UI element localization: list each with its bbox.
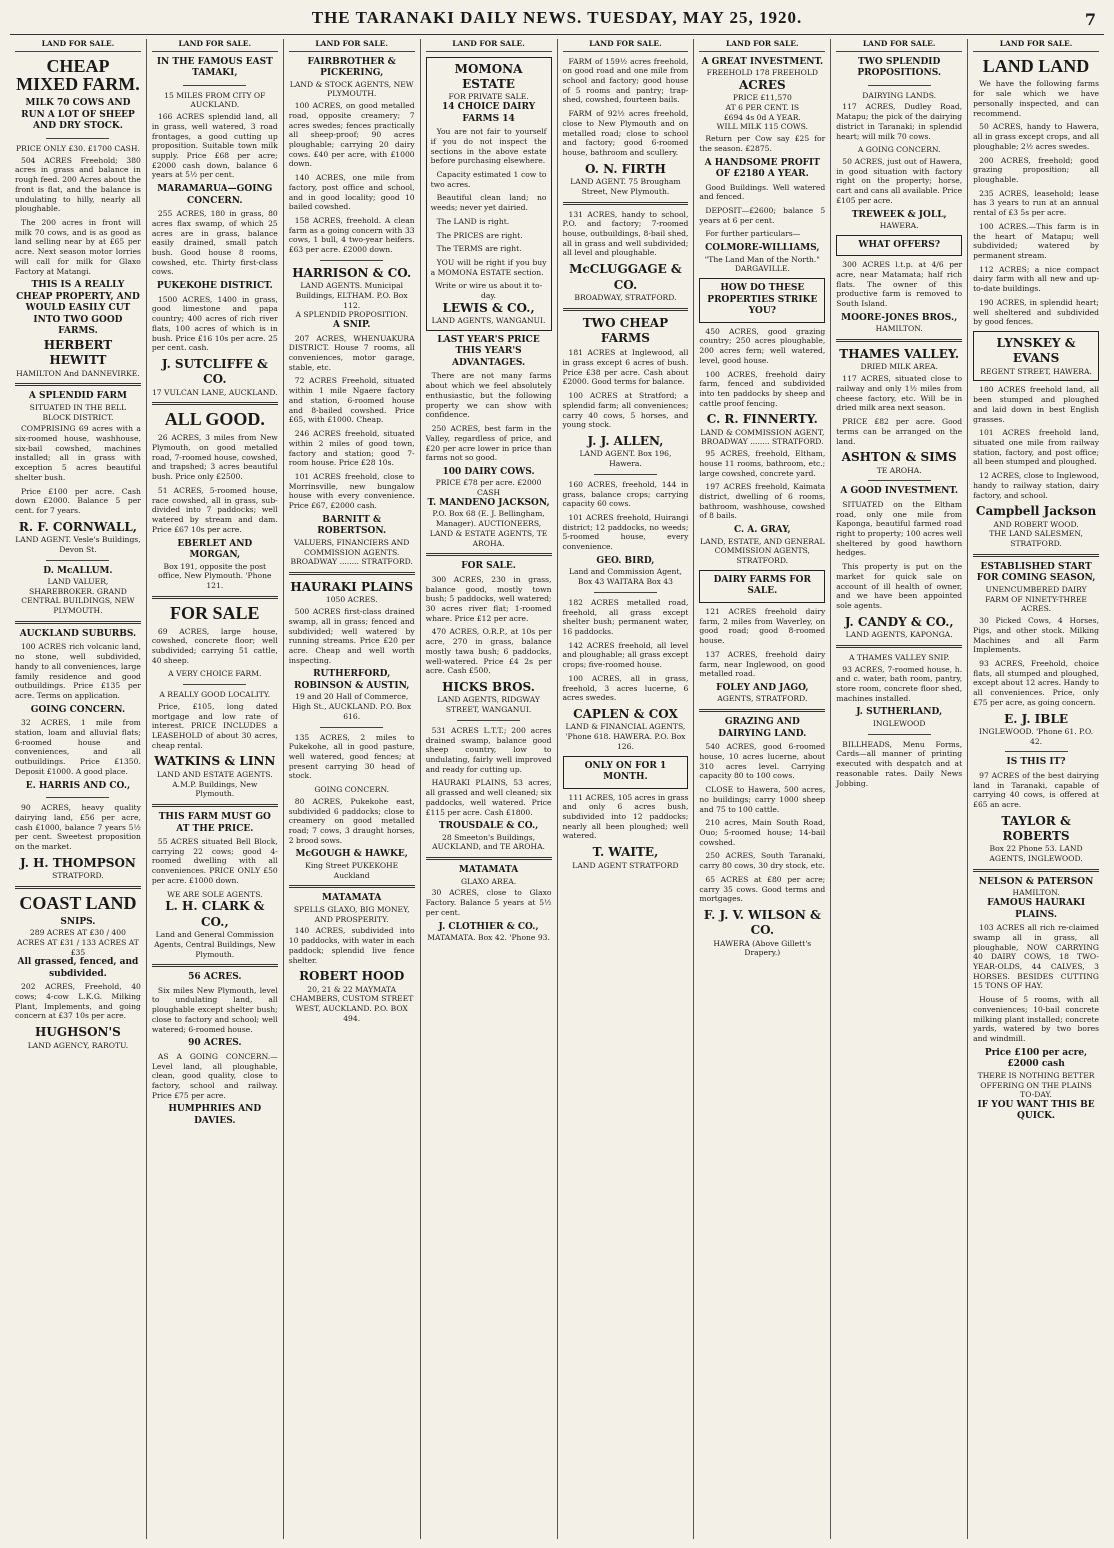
ad-text: Six miles New Plymouth, level to undulating land, all ploughable except shelter bush; close to factory and school; well watered; 6-roomed house.	[151, 985, 278, 1034]
ad-text: 207 ACRES, WHENUAKURA DISTRICT. House 7 rooms, all conveniences, motor garage, stable, etc.	[288, 333, 415, 372]
ad-subheading: FOR PRIVATE SALE.	[448, 92, 529, 102]
ad-text: PRICE £82 per acre. Good terms can be arranged on the land.	[836, 417, 963, 446]
agent-details: MATAMATA. Box 42. 'Phone 93.	[427, 933, 550, 943]
ad-text: 100 ACRES, freehold dairy farm, fenced and subdivided into ten paddocks by sheep and cattle proof fencing.	[699, 369, 826, 408]
agent-name: C. A. GRAY,	[734, 525, 791, 536]
column-3	[284, 39, 421, 1539]
ad-text: 181 ACRES at Inglewood, all in grass except 6 acres of bush. Price £38 per acre. Cash about £2000. Good terms for balance.	[562, 348, 689, 387]
agent-details: BROADWAY, STRATFORD.	[574, 292, 677, 302]
ad-text: 50 ACRES, just out of Hawera, in good situation with factory right on the property; horse, cart and cans all available. Price £105 per acre.	[836, 156, 963, 205]
agent-name: FOLEY AND JAGO,	[716, 682, 809, 693]
ad-heading: THAMES VALLEY.	[839, 347, 960, 362]
ad-text: 12 ACRES, close to Inglewood, handy to railway station, dairy factory, and school.	[973, 471, 1099, 500]
ad-text: 69 ACRES, large house, cowshed, concrete floor; well subdivided; carrying 51 cattle, 40 sheep.	[151, 626, 278, 665]
agent-name: HUMPHRIES AND DAVIES.	[168, 1104, 262, 1126]
ad-heading: A HANDSOME PROFIT OF £2180 A YEAR.	[704, 157, 820, 180]
ad-text: WILL MILK 115 COWS.	[716, 122, 808, 132]
ad-price: PRICE ONLY £30. £1700 CASH.	[16, 143, 140, 153]
agent-name: LEWIS & CO.,	[442, 300, 535, 315]
agent-name: E. HARRIS AND CO.,	[25, 780, 131, 791]
ad-heading: WHAT OFFERS?	[858, 239, 941, 250]
ad-text: 166 ACRES splendid land, all in grass, well watered, 3 road frontages, a good cutting up proposition. Suitable town milk supply. Price £68 per acre; £2000 cash down, balance 6 years at 5½ per cent.	[151, 112, 278, 180]
ad-text: 121 ACRES freehold dairy farm, 2 miles from Waverley, on good road; good 8-roomed house.	[699, 606, 826, 646]
ad-text: 50 ACRES, handy to Hawera, all in grass except crops, and all ploughable; 2½ acres swedes.	[973, 122, 1099, 151]
ad-text: 180 ACRES freehold land, all been stumped and ploughed and laid down in best English grasses.	[973, 385, 1099, 424]
ad-text: The TERMS are right.	[436, 244, 522, 254]
agent-name: F. J. V. WILSON & CO.	[703, 907, 821, 938]
ad-heading: LAST YEAR'S PRICE THIS YEAR'S ADVANTAGES.	[437, 334, 540, 368]
ad-text: 504 ACRES Freehold; 380 acres in grass and balance in rough feed. 200 Acres about the front is flat, and the balance is undulating to hilly, nearly all ploughable.	[15, 155, 141, 214]
ad-heading: A GREAT INVESTMENT.	[701, 56, 824, 67]
ad-heading: FAMOUS HAURAKI PLAINS.	[987, 898, 1086, 920]
ad-heading: TWO CHEAP FARMS	[582, 315, 669, 345]
ad-text: 140 ACRES, one mile from factory, post office and school, and in good locality; good 10 bailed cowshed.	[288, 173, 415, 212]
agent-details: REGENT STREET, HAWERA.	[980, 366, 1092, 376]
ad-text: 300 ACRES l.t.p. at 4/6 per acre, near Matamata; half rich flats. The owner of this productive farm is removed to South Island.	[836, 260, 963, 309]
agent-name: COLMORE-WILLIAMS,	[705, 243, 820, 254]
ad-text: 100 ACRES.—This farm is in the heart of Matapu; well subdivided; watered by permanent stream.	[973, 221, 1099, 260]
column-heading: LAND FOR SALE.	[836, 39, 962, 52]
agent-name: HERBERT HEWITT	[43, 337, 113, 368]
ad-heading: WE ARE SOLE AGENTS.	[167, 889, 263, 899]
ad-text: 112 ACRES; a nice compact dairy farm with all new and up-to-date buildings.	[973, 264, 1099, 294]
ad-heading: ALL GOOD.	[164, 409, 265, 430]
column-1	[10, 39, 147, 1539]
agent-name: LYNSKEY & EVANS	[996, 336, 1076, 366]
agent-name: HARRISON & CO.	[292, 265, 412, 280]
agent-details: TE AROHA.	[876, 465, 922, 475]
column-8	[968, 39, 1104, 1539]
agent-details: LAND AGENTS, WANGANUI.	[431, 316, 546, 326]
ad-text: House of 5 rooms, with all conveniences; 10-bail concrete milking plant installed; concrete yards, watered by two bores and windmill.	[973, 995, 1099, 1044]
agent-details: LAND & STOCK AGENTS, NEW PLYMOUTH.	[289, 79, 414, 99]
ad-heading: IN THE FAMOUS EAST TAMAKI,	[156, 56, 273, 79]
ad-subheading: SPELLS GLAXO, BIG MONEY, AND PROSPERITY.	[293, 904, 410, 924]
agent-name: Campbell Jackson	[975, 504, 1097, 519]
ad-text: The PRICES are right.	[436, 230, 523, 240]
agent-details: LAND AGENTS, KAPONGA.	[845, 630, 953, 640]
masthead	[10, 8, 1104, 35]
ad-text: 93 ACRES, Freehold, choice flats, all stumped and ploughed, except about 12 acres. Handy to all conveniences. Price, only £75 per acre, as going concern.	[973, 658, 1099, 707]
ad-text: 93 ACRES, 7-roomed house, h. and c. water, bath room, pantry, store room, concrete floor shed, machines installed.	[836, 664, 963, 703]
agent-name: TREWEEK & JOLL,	[851, 209, 947, 220]
column-heading: LAND FOR SALE.	[563, 39, 689, 52]
agent-details: 19 and 20 Hall of Commerce, High St., AUCKLAND. P.O. Box 616.	[292, 692, 412, 721]
agent-details: LAND & COMMISSION AGENT, BROADWAY ........ STRATFORD.	[700, 427, 825, 447]
agent-name: ASHTON & SIMS	[841, 450, 957, 465]
ad-text: 250 ACRES, South Taranaki, carry 80 cows, 30 dry stock, etc.	[699, 851, 826, 871]
ad-heading: HAURAKI PLAINS	[290, 580, 413, 594]
ad-text: 200 ACRES, freehold; good grazing proposition; all ploughable.	[973, 155, 1099, 184]
ad-text: 235 ACRES, leasehold; lease has 3 years to run at an annual rental of £3 5s per acre.	[973, 188, 1099, 218]
column-5	[558, 39, 695, 1539]
ad-text: 135 ACRES, 2 miles to Pukekohe, all in good pasture, well watered, good fences; at present carrying 30 head of stock.	[288, 732, 415, 781]
ad-text: Price £100 per acre. Cash down £2000. Balance 5 per cent. for 7 years.	[15, 486, 141, 515]
ad-text: 100 ACRES at Stratford; a splendid farm; all conveniences; carry 40 cows, 5 horses, and young stock.	[562, 391, 689, 430]
ad-heading: COAST LAND	[19, 892, 137, 913]
column-heading: LAND FOR SALE.	[699, 39, 825, 52]
ad-heading: CHEAP MIXED FARM.	[16, 55, 140, 95]
ad-text: The 200 acres in front will milk 70 cows, and is as good as land selling near by at £65 per acre. Next season motor lorries will call for milk for Glaxo Factory at Matangi.	[15, 217, 141, 276]
agent-details: Box 22 Phone 53. LAND AGENTS, INGLEWOOD.	[989, 844, 1083, 864]
ad-text: 95 ACRES, freehold, Eltham, house 11 rooms, bathroom, etc.; large cowshed, concrete yard.	[699, 449, 826, 478]
ad-text: FARM of 92½ acres freehold, close to New Plymouth and on metalled road; close to school and factory; good 6-roomed house, bathroom and scullery.	[562, 109, 689, 158]
ad-text: COMPRISING 69 acres with a six-roomed house, washhouse, six-bail cowshed, machines installed; all in grass with exception 5 acres beautiful shelter bush.	[15, 424, 141, 482]
ad-text: 111 ACRES, 105 acres in grass and only 6 acres bush, subdivided into 12 paddocks; nearly all been ploughed; well watered.	[562, 792, 689, 841]
agent-name: HICKS BROS.	[442, 679, 535, 694]
ad-heading: A THAMES VALLEY SNIP.	[849, 652, 950, 662]
agent-details: HAMILTON And DANNEVIRKE.	[16, 368, 140, 378]
ad-heading: A GOING CONCERN.	[857, 145, 941, 155]
ad-text: THIS IS A REALLY CHEAP PROPERTY, AND WOULD EASILY CUT INTO TWO GOOD FARMS.	[16, 280, 140, 337]
ad-text: YOU will be right if you buy a MOMONA ESTATE section.	[430, 257, 547, 277]
agent-details: Land and General Commission Agents, Central Buildings, New Plymouth.	[154, 930, 276, 959]
agent-details: HAWERA (Above Gillett's Drapery.)	[713, 938, 812, 958]
ad-heading: GRAZING AND DAIRYING LAND.	[718, 717, 807, 739]
column-heading: LAND FOR SALE.	[15, 39, 141, 52]
agent-name: O. N. FIRTH	[585, 161, 666, 176]
column-heading: LAND FOR SALE.	[973, 39, 1099, 52]
ad-subheading: SNIPS.	[60, 916, 96, 927]
ad-text: 540 ACRES, good 6-roomed house, 10 acres lucerne, about 310 acres level. Carrying capacity 80 to 100 cows.	[699, 742, 826, 781]
ad-heading: DAIRY FARMS FOR SALE.	[713, 574, 811, 597]
ad-heading: MOMONA ESTATE	[454, 61, 523, 91]
agent-name: T. WAITE,	[592, 845, 659, 860]
ad-heading: ACRES	[738, 77, 786, 92]
ad-subheading: UNENCUMBERED DAIRY FARM OF NINETY-THREE ACRES.	[985, 584, 1087, 614]
ad-heading: A GOOD INVESTMENT.	[840, 486, 958, 497]
ad-text: 197 ACRES freehold, Kaimata district, dwelling of 6 rooms, bathroom, washhouse, cowshed of 8 bails.	[699, 482, 826, 521]
agent-name: R. F. CORNWALL,	[18, 519, 137, 534]
ad-text: 160 ACRES, freehold, 144 in grass, balance crops; carrying capacity 60 cows.	[562, 479, 689, 509]
ad-heading: PUKEKOHE DISTRICT.	[156, 281, 273, 292]
ad-text: FARM of 159½ acres freehold, on good road and one mile from school and factory; good house of 5 rooms and pantry; trap-shed, cowshed, fourteen bails.	[562, 56, 689, 105]
ad-text: 140 ACRES, subdivided into 10 paddocks, with water in each paddock; splendid live fence shelter.	[288, 926, 415, 965]
agent-details: LAND AGENCY, RAROTU.	[27, 1040, 129, 1050]
ad-text: 100 ACRES rich volcanic land, no stone, well subdivided, handy to all conveniences, large family residence and good outbuildings. Price £135 per acre. Terms on application.	[15, 642, 141, 700]
agent-name: CAPLEN & COX	[573, 707, 678, 722]
agent-name: McGOUGH & HAWKE,	[295, 849, 408, 860]
ad-heading: A REALLY GOOD LOCALITY.	[159, 690, 271, 700]
ad-text: 500 ACRES first-class drained swamp, all in grass; fenced and subdivided; well watered by running streams. Price £20 per acre. Cheap and well worth inspecting.	[288, 607, 415, 665]
ad-text: AS A GOING CONCERN.—Level land, all ploughable, clean, good quality, close to factory, school and railway. Price £75 per acre.	[151, 1051, 278, 1100]
agent-details: 20, 21 & 22 MAYMATA CHAMBERS, CUSTOM STREET WEST, AUCKLAND. P.O. BOX 494.	[290, 984, 414, 1023]
ad-text: 210 acres, Main South Road, Ouo; 5-roomed house; 14-bail cowshed.	[699, 818, 826, 847]
agent-name: FAIRBROTHER & PICKERING,	[307, 56, 396, 79]
agent-name: WATKINS & LINN	[154, 754, 276, 769]
agent-details: HAWERA.	[879, 221, 919, 231]
agent-details: HAMILTON.	[875, 324, 923, 334]
page-number: 7	[1084, 10, 1096, 29]
ad-text: Return per Cow say £25 for the season. £2875.	[699, 134, 826, 153]
agent-details: LAND VALUER, SHAREBROKER. GRAND CENTRAL BUILDINGS, NEW PLYMOUTH.	[21, 577, 135, 616]
ad-text: Good Buildings. Well watered and fenced.	[699, 182, 826, 202]
ad-heading: A SPLENDID PROPOSITION.	[295, 310, 408, 320]
ad-price: Price £100 per acre, £2000 cash	[984, 1047, 1088, 1070]
ad-text: 190 ACRES, in splendid heart; well sheltered and subdivided by good fences.	[973, 297, 1099, 327]
ad-text: Beautiful clean land; no weeds; never yet dairied.	[430, 193, 547, 213]
ad-heading: 100 DAIRY COWS.	[442, 466, 535, 477]
agent-details: King Street PUKEKOHE Auckland	[305, 861, 399, 880]
ad-text: 450 ACRES, good grazing country; 250 acres ploughable, 200 acres fern; well watered, level, good house.	[699, 326, 826, 365]
agent-details: VALUERS, FINANCIERS AND COMMISSION AGENTS. BROADWAY ........ STRATFORD.	[290, 537, 413, 567]
agent-name: NELSON & PATERSON	[978, 876, 1094, 887]
ad-text: 100 ACRES, on good metalled road, opposite creamery; 7 acres swedes; fences practically all sheep-proof; 90 acres ploughable; carrying 20 dairy cows. £40 per acre, with £1000 down.	[288, 101, 415, 169]
ad-heading: ESTABLISHED START FOR COMING SEASON,	[976, 561, 1096, 584]
ad-heading: GOING CONCERN.	[30, 704, 126, 715]
ad-text: 202 ACRES, Freehold, 40 cows; 4-cow L.K.G. Milking Plant, Implements, and going concern at £37 10s per acre.	[15, 982, 141, 1021]
ad-heading: 90 ACRES.	[188, 1038, 242, 1049]
agent-name: GEO. BIRD,	[596, 555, 655, 566]
ad-text: 65 ACRES at £80 per acre; carry 35 cows. Good terms and mortgages.	[699, 874, 826, 904]
agent-details: LAND AGENTS, RIDGWAY STREET, WANGANUI.	[437, 695, 540, 715]
ad-text: IF YOU WANT THIS BE QUICK.	[977, 1099, 1095, 1122]
ad-subheading: 15 MILES FROM CITY OF AUCKLAND.	[164, 90, 266, 110]
agent-details: Land and Commission Agent, Box 43 WAITARA Box 43	[568, 567, 682, 587]
ad-text: DEPOSIT—£2600; balance 5 years at 6 per cent.	[699, 205, 826, 225]
column-heading: LAND FOR SALE.	[289, 39, 415, 52]
agent-name: BARNITT & ROBERTSON.	[317, 514, 387, 537]
agent-name: J. J. ALLEN,	[587, 434, 664, 449]
ad-heading: MATAMATA	[458, 865, 519, 876]
agent-name: ROBERT HOOD	[299, 969, 405, 984]
ad-text: CLOSE to Hawera, 500 acres, no buildings; carry 1000 sheep and 75 to 100 cattle.	[699, 785, 826, 814]
agent-name: J. SUTHERLAND,	[856, 707, 943, 718]
ad-text: Price, £105, long dated mortgage and low rate of interest. PRICE INCLUDES a LEASEHOLD of about 30 acres, cheap rental.	[151, 701, 278, 750]
ad-text: 100 ACRES, all in grass, freehold, 3 acres lucerne, 6 acres swedes.	[562, 673, 689, 703]
ad-subheading: GLAXO AREA.	[460, 876, 517, 886]
ad-heading: 14 CHOICE DAIRY FARMS 14	[441, 102, 536, 124]
ad-text: 30 ACRES, close to Glaxo Factory. Balance 5 years at 5½ per cent.	[425, 888, 552, 917]
ad-text: AT 6 PER CENT. IS	[725, 102, 800, 112]
ad-text: 182 ACRES metalled road, freehold, all grass except shelter bush; permanent water, 16 paddocks.	[562, 597, 689, 637]
agent-details: LAND & FINANCIAL AGENTS, 'Phone 618. HAWERA. P.O. Box 126.	[565, 722, 686, 751]
ad-text: 1500 ACRES, 1400 in grass, good limestone and papa country; 400 acres of rich river flats, 100 acres of which is in bush. Price £16 10s per acre. 25 per cent. cash.	[151, 294, 278, 353]
agent-details: THE LAND SALESMEN, STRATFORD.	[989, 529, 1083, 549]
ad-heading: GOING CONCERN.	[314, 785, 390, 795]
ad-text: SITUATED on the Eltham road, only one mile from Kaponga, beautiful farmed road right to property; 100 acres well sheltered by good hawthorn hedges.	[836, 499, 963, 558]
agent-name: TROUSDALE & CO.,	[438, 821, 539, 832]
agent-name: J. CANDY & CO.,	[844, 614, 954, 629]
ad-text: 103 ACRES all rich re-claimed swamp all in grass, all ploughable, NOW CARRYING 40 DAIRY COWS, 18 TWO-YEAR-OLDS, 44 CALVES, 3 HORSES. BESIDES CUTTING 15 TONS OF HAY.	[973, 923, 1099, 991]
ad-text: 158 ACRES, freehold. A clean farm as a going concern with 33 cows, 1 bull, 4 two-year heifers. £63 per acre. £2000 down.	[288, 215, 415, 255]
ad-heading: LAND LAND	[982, 55, 1090, 76]
ad-heading: A VERY CHOICE FARM.	[168, 669, 262, 679]
ad-heading: FREEHOLD 178 FREEHOLD	[706, 68, 819, 78]
ad-text: 97 ACRES of the best dairying land in Taranaki, capable of carrying 40 cows, is offered at £65 an acre.	[973, 770, 1099, 809]
ad-text: 55 ACRES situated Bell Block, carrying 22 cows; good 4-roomed dwelling with all conveniences. PRICE ONLY £50 per acre. £1000 down.	[151, 837, 278, 885]
ad-text: 246 ACRES freehold, situated within 2 miles of good town, factory and station; good 7-room house. Price £28 10s.	[288, 429, 415, 468]
agent-details: LAND AGENTS. Municipal Buildings, ELTHAM. P.O. Box 112.	[295, 281, 408, 310]
column-heading: LAND FOR SALE.	[152, 39, 278, 52]
ad-text: We have the following farms for sale which we have personally inspected, and can recommend.	[973, 79, 1099, 118]
ad-text: This property is put on the market for quick sale on account of ill health of owner, and we have been appointed sole agents.	[836, 562, 963, 610]
ad-text: 300 ACRES, 230 in grass, balance good, mostly town bush; 5 paddocks, well watered; 30 acres river flat; 1-roomed whare. Price £12 per acre.	[425, 574, 552, 623]
ad-heading: MARAMARUA—GOING CONCERN.	[157, 184, 273, 206]
ad-subheading: DRIED MILK AREA.	[860, 362, 938, 372]
agent-details: Box 191, opposite the post office, New Plymouth. 'Phone 121.	[158, 561, 272, 590]
agent-details: HAMILTON.	[1012, 888, 1060, 898]
ad-text: 72 ACRES Freehold, situated within 1 mile Ngaere factory and station, 6-roomed house and 8-bailed cowshed. Price £65, with £1000. Cheap.	[288, 376, 415, 425]
ad-subheading: SITUATED IN THE BELL BLOCK DISTRICT.	[29, 402, 127, 422]
ad-heading: IS THIS IT?	[1006, 757, 1066, 768]
ad-price: PRICE £11,570	[732, 93, 792, 103]
ad-text: 80 ACRES, Pukekohe east, subdivided 6 paddocks; close to creamery on good metalled road; 7 cows, 3 draught horses, 2 brood sows.	[288, 796, 415, 845]
ad-heading: A SNIP.	[332, 320, 371, 331]
ad-heading: A SPLENDID FARM	[28, 391, 127, 402]
ad-text: There are not many farms about which we feel absolutely enthusiastic, but the following property we can show with confidence.	[425, 371, 552, 420]
ad-text: 250 ACRES, best farm in the Valley, regardless of price, and £20 per acre lower in price than farms not so good.	[425, 424, 552, 463]
agent-name: T. MANDENO JACKSON,	[427, 497, 550, 508]
column-6	[694, 39, 831, 1539]
ad-heading: MATAMATA	[322, 893, 382, 904]
agent-details: "The Land Man of the North." DARGAVILLE.	[704, 254, 820, 274]
ad-text: 30 Picked Cows, 4 Horses, Pigs, and other stock. Milking Machines and all Farm Implements.	[973, 616, 1099, 655]
ad-text: THERE IS NOTHING BETTER OFFERING ON THE PLAINS TO-DAY.	[977, 1070, 1095, 1100]
agent-details: LAND AGENT. 75 Brougham Street, New Plymouth.	[570, 177, 681, 196]
agent-details: LAND, ESTATE, AND GENERAL COMMISSION AGENTS, STRATFORD.	[700, 536, 825, 566]
ad-text: 117 ACRES, situated close to railway and only 1½ miles from cheese factory, etc. Will be in dried milk area next season.	[836, 374, 963, 413]
ad-heading: THIS FARM MUST GO AT THE PRICE.	[158, 812, 271, 834]
agent-name: HUGHSON'S	[35, 1025, 121, 1040]
ad-text: Capacity estimated 1 cow to two acres.	[430, 169, 547, 189]
ad-text: 137 ACRES, freehold dairy farm, near Inglewood, on good metalled road.	[699, 649, 826, 679]
agent-name: TAYLOR & ROBERTS	[1001, 813, 1071, 844]
ad-text: 32 ACRES, 1 mile from station, loam and alluvial flats; 6-roomed house and conveniences, and all outbuildings. Price £1350. Deposit £1000. A good place.	[15, 718, 141, 776]
agent-name: L. H. CLARK & CO.,	[165, 899, 265, 929]
agent-name: J. CLOTHIER & CO.,	[438, 921, 539, 932]
agent-details: LAND AGENT STRATFORD	[572, 860, 679, 870]
column-4	[421, 39, 558, 1539]
agent-details: LAND AND ESTATE AGENTS. A.M.P. Buildings, New Plymouth.	[156, 769, 273, 799]
ad-text: BILLHEADS, Menu Forms, Cards—all manner of printing executed with despatch and at reasonable rates. Daily News Jobbing.	[836, 739, 963, 788]
ad-text: 26 ACRES, 3 miles from New Plymouth, on good metalled road, 7-roomed house, cowshed, and trapshed; 3 acres beautiful bush. Price only £2500.	[151, 433, 278, 482]
agent-details: 28 Smeeton's Buildings, AUCKLAND, and TE AROHA.	[432, 832, 545, 852]
agent-details: LAND AGENT. Vesle's Buildings, Devon St.	[15, 535, 141, 554]
agent-details: P.O. Box 68 (E. J. Bellingham, Manager). AUCTIONEERS, LAND & ESTATE AGENTS, TE AROHA.	[429, 509, 548, 548]
ad-heading: AUCKLAND SUBURBS.	[19, 628, 137, 639]
agent-details: INGLEWOOD	[872, 718, 926, 728]
ad-subheading: MILK 70 COWS AND RUN A LOT OF SHEEP AND DRY STOCK.	[21, 98, 135, 132]
ad-price: PRICE £78 per acre. £2000 CASH	[435, 478, 542, 498]
agent-name: MOORE-JONES BROS.,	[841, 312, 958, 323]
agent-name: E. J. IBLE	[1004, 711, 1069, 726]
ad-heading: FOR SALE.	[461, 561, 516, 572]
ad-text: 142 ACRES freehold, all level and ploughable; all grass except crops; five-roomed house.	[562, 640, 689, 670]
ad-heading: 56 ACRES.	[188, 972, 242, 983]
agent-details: AND ROBERT WOOD.	[993, 519, 1079, 529]
ad-text: All grassed, fenced, and subdivided.	[17, 957, 139, 979]
ad-text: 90 ACRES, heavy quality dairying land, £56 per acre, cash £1000, balance 7 years 5½ per cent. Sweetest proposition on the market.	[15, 803, 141, 851]
ad-text: 101 ACRES freehold land, situated one mile from railway station, factory, and post office; all been stumped and ploughed.	[973, 428, 1099, 467]
ad-heading: FOR SALE	[170, 602, 260, 623]
ad-text: For further particulars—	[705, 229, 801, 239]
ad-subheading: 1050 ACRES.	[325, 595, 378, 605]
masthead-title: THE TARANAKI DAILY NEWS. TUESDAY, MAY 25, 1920.	[311, 8, 803, 27]
ad-text: You are not fair to yourself if you do not inspect the sections in the above estate before purchasing elsewhere.	[430, 127, 547, 166]
agent-details: AGENTS, STRATFORD.	[717, 694, 808, 704]
ad-heading: TWO SPLENDID PROPOSITIONS.	[857, 56, 942, 79]
ad-text: 101 ACRES freehold, Huirangi district; 12 paddocks, no weeds; 5-roomed house, every convenience.	[562, 513, 689, 552]
agent-details: LAND AGENT. Box 196, Hawera.	[579, 449, 672, 469]
ad-heading: ONLY ON FOR 1 MONTH.	[584, 760, 667, 783]
ad-text: Write or wire us about it to-day.	[434, 281, 543, 301]
agent-name: RUTHERFORD, ROBINSON & AUSTIN,	[294, 669, 410, 691]
column-heading: LAND FOR SALE.	[426, 39, 552, 52]
agent-name: EBERLET AND MORGAN,	[177, 538, 253, 561]
agent-name: C. R. FINNERTY.	[706, 412, 818, 427]
ad-text: 117 ACRES, Dudley Road, Matapu; the pick of the dairying district in Taranaki; in splendid heart; will milk 70 cows.	[836, 102, 963, 141]
agent-details: INGLEWOOD. 'Phone 61. P.O. 42.	[978, 726, 1094, 746]
column-2	[147, 39, 284, 1539]
agent-name: McCLUGGAGE & CO.	[569, 262, 682, 292]
agent-details: STRATFORD.	[52, 871, 104, 881]
ad-text: 531 ACRES L.T.T.; 200 acres drained swamp, balance good sheep country, low to undulating, fairly well improved and ready for cutting up.	[425, 725, 552, 774]
agent-details: 17 VULCAN LANE, AUCKLAND.	[151, 387, 278, 397]
ad-text: 131 ACRES, handy to school, P.O. and factory; 7-roomed house, outbuildings, 8-bail shed, all in grass and well subdivided; all level and ploughable.	[562, 209, 689, 258]
ad-subheading: DAIRYING LANDS.	[862, 90, 937, 100]
ad-text: 289 ACRES AT £30 / 400 ACRES AT £31 / 133 ACRES AT £35	[17, 928, 139, 957]
ad-text: 255 ACRES, 180 in grass, 80 acres flax swamp, of which 25 acres are in grass, balance easily drained, small patch bush. Good house 8 rooms, cowshed, etc. Thirty first-class cows.	[151, 209, 278, 277]
ad-text: 470 ACRES, O.R.P., at 10s per acre, 270 in grass, balance mostly tawa bush; 6 paddocks, well-watered. Price £4 2s per acre. Cash £500.	[425, 627, 552, 676]
ad-text: 51 ACRES, 5-roomed house, race cowshed, all in grass, sub-divided into 7 paddocks; well watered by stream and dam. Price £67 10s per acre.	[151, 485, 278, 534]
ad-price: £694 4s 0d A YEAR.	[723, 112, 801, 122]
ad-text: 101 ACRES freehold, close to Morrinsville, new bungalow house with every convenience. Price £67, £2000 cash.	[288, 471, 415, 511]
agent-name: D. McALLUM.	[43, 565, 113, 576]
ad-text: The LAND is right.	[436, 216, 510, 226]
agent-name: J. H. THOMPSON	[19, 855, 136, 870]
ad-text: HAURAKI PLAINS, 53 acres, all grassed and well cleaned; six paddocks, well watered. Price £115 per acre. Cash £1800.	[425, 778, 552, 817]
ad-heading: HOW DO THESE PROPERTIES STRIKE YOU?	[707, 283, 818, 317]
agent-name: J. SUTCLIFFE & CO.	[161, 356, 268, 387]
column-7	[831, 39, 968, 1539]
